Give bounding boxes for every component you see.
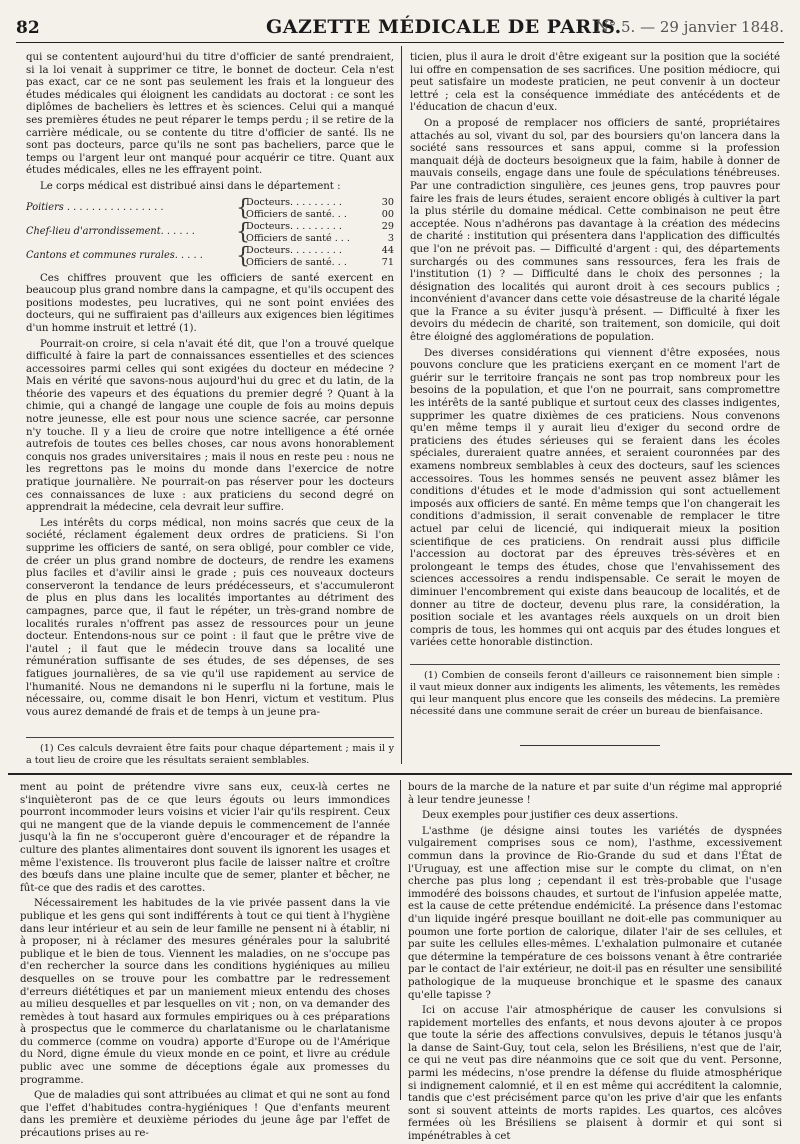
- footnote-text: (1) Combien de conseils feront d'ailleurs ce raisonnement bien simple : il vaut mieux donner aux indigents les aliments, les vêtements, les remèdes qui leur manquent plus encore que les conseils des médecins. La première nécessité dans une commune serait de créer un bureau de bienfaisance.: [410, 670, 780, 717]
- column-4: [408, 782, 782, 1143]
- paragraph: ticien, plus il aura le droit d'être exigeant sur la position que la société lui offre en compensation de ses sacrifices. Une position médiocre, qui peut satisfaire un modeste praticien, ne peut convenir à un docteur lettré ; cela est la conséquence immédiate des antécédents et de l'éducation de chacun d'eux.: [410, 52, 780, 114]
- paragraph: bours de la marche de la nature et par suite d'un régime mal approprié à leur tendre jeunesse !: [408, 782, 782, 806]
- distribution-row: [26, 221, 394, 245]
- footnote-rule: [410, 664, 780, 665]
- paragraph: Les intérêts du corps médical, non moins sacrés que ceux de la société, réclament également deux ordres de praticiens. Si l'on supprime les officiers de santé, on sera obligé, pour combler ce vide, de créer un plus grand nombre de docteurs, de rendre les examens plus faciles et d'avilir ainsi le grade ; puis ces nouveaux docteurs conserveront la tendance de leurs prédécesseurs, et s'accumuleront de plus en plus dans les localités importantes au détriment des campagnes, parce que, il faut le répéter, un très-grand nombre de localités rurales n'offrent pas assez de ressources pour un jeune docteur. Entendons-nous sur ce point : il faut que le prêtre vive de l'autel ; il faut que le médecin trouve dans sa localité une rémunération suffisante de ses études, de ses dépenses, de ses fatigues journalières, de sa vie qu'il use rapidement au service de l'humanité. Nous ne demandons ni le superflu ni la fortune, mais le nécessaire, ou, comme disait le bon Henri, victum et vestitum. Plus vous aurez demandé de frais et de temps à un jeune pra-: [26, 517, 394, 718]
- paragraph: qui se contentent aujourd'hui du titre d'officier de santé prendraient, si la loi venait à supprimer ce titre, le bonnet de docteur. Cela n'est pas exact, car ce ne sont pas seulement les frais et la longueur des études médicales qui éloignent les candidats au doctorat : ce sont les diplômes de bacheliers ès lettres et ès sciences. Celui qui a manqué ses premières études ne peut réparer le temps perdu ; il se retire de la carrière médicale, ou se contente du titre d'officier de santé. Ils ne sont pas docteurs, parce qu'ils ne sont pas bacheliers, parce que le temps ou l'argent leur ont manqué pour acquérir ce titre. Quant aux études médicales, elles ne les effrayent point.: [26, 52, 394, 177]
- brace: {: [236, 195, 250, 221]
- footnote: [410, 670, 780, 722]
- paragraph: On a proposé de remplacer nos officiers de santé, propriétaires attachés au sol, vivant du sol, par des boursiers qu'on lancera dans la société sans ressources et sans appui, comme si la profession manquait déjà de docteurs besoigneux que la faim, habile à donner de mauvais conseils, engage dans une foule de spéculations ténébreuses. Par une contradiction singulière, ces jeunes gens, trop pauvres pour faire les frais de leurs études, seraient encore obligés à cultiver la part la plus stérile du domaine médical. Cette combinaison ne peut être acceptée. Nous n'adhérons pas davantage à la création des médecins de charité : institution qui présentera dans l'application des difficultés que l'on ne prévoit pas. — Difficulté d'argent : qui, des départements surchargés ou des communes sans ressources, fera les frais de l'institution (1) ? — Difficulté dans le choix des personnes ; la désignation des localités qui auront droit à ces secours publics ; inconvénient d'avancer dans cette voie désastreuse de la charité légale que la France a su éviter jusqu'à présent. — Difficulté à fixer les devoirs du médecin de charité, son traitement, son domicile, qui doit être éloigné des agglomérations de population.: [410, 117, 780, 344]
- paragraph: ment au point de prétendre vivre sans eux, ceux-là certes ne s'inquièteront pas de ce que leurs égouts ou leurs immondices pourront incommoder leurs voisins et vicier l'air qu'ils respirent. Ceux qui ne mangent que de la viande depuis le commencement de l'année jusqu'à la fin ne s'occuperont guère d'encourager et de répandre la culture des plantes alimentaires dont souvent ils ignorent les usages et même l'existence. Ils trouveront plus facile de laisser naître et croître des bœufs dans une plaine inculte que de semer, planter et bêcher, ne fût-ce que des radis et des carottes.: [20, 782, 390, 894]
- paragraph: Nécessairement les habitudes de la vie privée passent dans la vie publique et les gens qui sont indifférents à tout ce qui tient à l'hygiène dans leur intérieur et au sein de leur famille ne pensent ni à établir, ni à proposer, ni à réclamer des mesures générales pour la salubrité publique et le bien de tous. Viennent les maladies, on ne s'occupe pas d'en rechercher la source dans les conditions hygiéniques au milieu desquelles on se trouve pour les combattre par le redressement d'erreurs diététiques et par un maniement mieux entendu des choses au milieu desquelles et par lesquelles on vit ; non, on va demander des remèdes à tout hasard aux formules empiriques ou à ces préparations à prospectus que le commerce du charlatanisme ou le charlatanisme du commerce (comme on voudra) apporte d'Europe ou de l'Amérique du Nord, digne émule du vieux monde en ce point, et livre au crédule public avec une somme de déceptions égale aux promesses du programme.: [20, 898, 390, 1086]
- paragraph: Ces chiffres prouvent que les officiers de santé exercent en beaucoup plus grand nombre dans la campagne, et qu'ils occupent des positions modestes, peu lucratives, qui ne sont point enviées des docteurs, qui ne suffiraient pas d'ailleurs aux exigences bien légitimes d'un homme instruit et lettré (1).: [26, 272, 394, 334]
- page-number: 82: [16, 18, 40, 38]
- footnote-text: (1) Ces calculs devraient être faits pour chaque département ; mais il y a tout lieu de croire que les résultats seraient semblables.: [26, 743, 394, 766]
- paragraph: Des diverses considérations qui viennent d'être exposées, nous pouvons conclure que les praticiens exerçant en ce moment l'art de guérir sur le territoire français ne sont pas trop nombreux pour les besoins de la population, et que l'on ne pourrait, sans compromettre les intérêts de la santé publique et surtout ceux des classes indigentes, supprimer les quatre dixièmes de ces praticiens. Nous convenons qu'en même temps il y aurait lieu d'exiger du second ordre de praticiens des études sérieuses qui se feraient dans les écoles spéciales, dureraient quatre années, et seraient couronnées par des examens nombreux semblables à ceux des docteurs, sauf les sciences accessoires. Tous les hommes sensés ne peuvent assez blâmer les conditions d'études et le mode d'admission qui sont actuellement imposés aux officiers de santé. En même temps que l'on changerait les conditions d'admission, il serait convenable de remplacer le titre actuel par celui de licencié, qui indiquerait mieux la position scientifique de ces praticiens. On rendrait aussi plus difficile l'accession au doctorat par des épreuves très-sévères et en prolongeant le temps des études, chose que l'envahissement des sciences accessoires a rendu indispensable. Ce serait le moyen de diminuer l'encombrement qui existe dans beaucoup de localités, et de donner au titre de docteur, devenu plus rare, la considération, la position sociale et les avantages réels auxquels on un droit bien compris de tous, les hommes qui ont acquis par des études longues et variées cette honorable distinction.: [410, 347, 780, 649]
- paragraph: Deux exemples pour justifier ces deux assertions.: [422, 810, 679, 822]
- issue-date: N° 5. — 29 janvier 1848.: [595, 18, 784, 36]
- paragraph: Que de maladies qui sont attribuées au climat et qui ne sont au fond que l'effet d'habitudes contra-hygiéniques ! Que d'enfants meurent dans les première et deuxième périodes du jeune âge par l'effet de précautions prises au re-: [20, 1090, 390, 1140]
- footnote-rule: [26, 737, 394, 738]
- doctors-count: 44: [381, 245, 394, 257]
- place-label: Chef-lieu d'arrondissement. . . . . .: [26, 226, 195, 238]
- doctors-label: Docteurs. . . . . . . . .: [246, 197, 342, 209]
- paragraph: Pourrait-on croire, si cela n'avait été dit, que l'on a trouvé quelque difficulté à faire la part de connaissances essentielles et des sciences accessoires parmi celles qui sont exigées du docteur en médecine ? Mais en vérité que savons-nous aujourd'hui du grec et du latin, de la théorie des vapeurs et des équations du premier degré ? Quant à la chimie, qui a changé de langage une couple de fois au moins depuis notre jeunesse, elle est pour nous une science sacrée, car personne n'y touche. Il y a lieu de croire que notre intelligence a été ornée autrefois de toutes ces belles choses, car nous avons honorablement conquis nos grades universitaires ; mais il nous en reste peu : nous ne les regrettons pas le moins du monde dans l'exercice de notre pratique journalière. Ne pourrait-on pas réserver pour les docteurs ces connaissances de luxe : aux praticiens du second degré on apprendrait la médecine, cela devrait leur suffire.: [26, 338, 394, 514]
- column-2: [410, 52, 780, 658]
- column-divider: [401, 46, 402, 764]
- distribution-table: [26, 197, 394, 269]
- paragraph: Ici on accuse l'air atmosphérique de causer les convulsions si rapidement mortelles des enfants, et nous devons ajouter à ce propos que toute la série des affections convulsives, depuis le tétanos jusqu'à la danse de Saint-Guy, tout cela, selon les Brésiliens, n'est que de l'air, ce qui ne veut pas dire néanmoins que ce soit que du vent. Personne, parmi les médecins, n'ose prendre la défense du fluide atmosphérique si indignement calomnié, et il en est même qui accréditent la calomnie, tandis que c'est précisément parce qu'on les prive d'air que les enfants sont si souvent atteints de morts rapides. Les quartos, ces alcôves fermées où les Brésiliens se plaisent à dormir et qui sont si impénétrables à cet: [408, 1005, 782, 1143]
- brace: {: [236, 243, 250, 269]
- brace: {: [236, 219, 250, 245]
- doctors-count: 30: [381, 197, 394, 209]
- doctors-count: 29: [381, 221, 394, 233]
- officers-count: 71: [381, 256, 394, 268]
- place-label: Poitiers . . . . . . . . . . . . . . . .: [26, 202, 164, 214]
- column-divider: [400, 780, 401, 1100]
- paragraph: Le corps médical est distribué ainsi dans le département :: [40, 180, 341, 192]
- footnote: [26, 743, 394, 769]
- page-title: GAZETTE MÉDICALE DE PARIS.: [266, 16, 622, 38]
- paragraph: L'asthme (je désigne ainsi toutes les variétés de dyspnées vulgairement comprises sous ce nom), l'asthme, excessivement commun dans la province de Rio-Grande du sud et dans l'État de l'Uruguay, est une affection mise sur le compte du climat, on n'en cherche pas plus long ; cependant il est très-probable que l'usage immodéré des boissons chaudes, et surtout de l'infusion appelée matte, est la cause de cette prétendue endémicité. La présence dans l'estomac d'un liquide ingéré presque bouillant ne doit-elle pas communiquer au poumon une forte portion de calorique, dilater l'air de ses cellules, et par suite les cellules elles-mêmes. L'exhalation pulmonaire et cutanée que détermine la température de ces boissons venant à être contrariée par le contact de l'air extérieur, ne doit-il pas en résulter une sensibilité pathologique de la muqueuse bronchique et le spasme des canaux qu'elle tapisse ?: [408, 825, 782, 1001]
- column-3: [20, 782, 390, 1140]
- distribution-row: [26, 245, 394, 269]
- officers-label: Officiers de santé. . .: [246, 256, 347, 268]
- place-label: Cantons et communes rurales. . . . .: [26, 250, 203, 262]
- officers-count: 3: [387, 232, 394, 244]
- article-end-rule: [520, 745, 660, 746]
- column-1: [26, 52, 394, 728]
- doctors-label: Docteurs. . . . . . . . .: [246, 221, 342, 233]
- section-divider: [8, 773, 792, 775]
- officers-label: Officiers de santé. . .: [246, 208, 347, 220]
- officers-count: 00: [381, 208, 394, 220]
- officers-label: Officiers de santé . . .: [246, 232, 350, 244]
- distribution-row: [26, 197, 394, 221]
- doctors-label: Docteurs. . . . . . . . .: [246, 245, 342, 257]
- page-header: [16, 14, 784, 43]
